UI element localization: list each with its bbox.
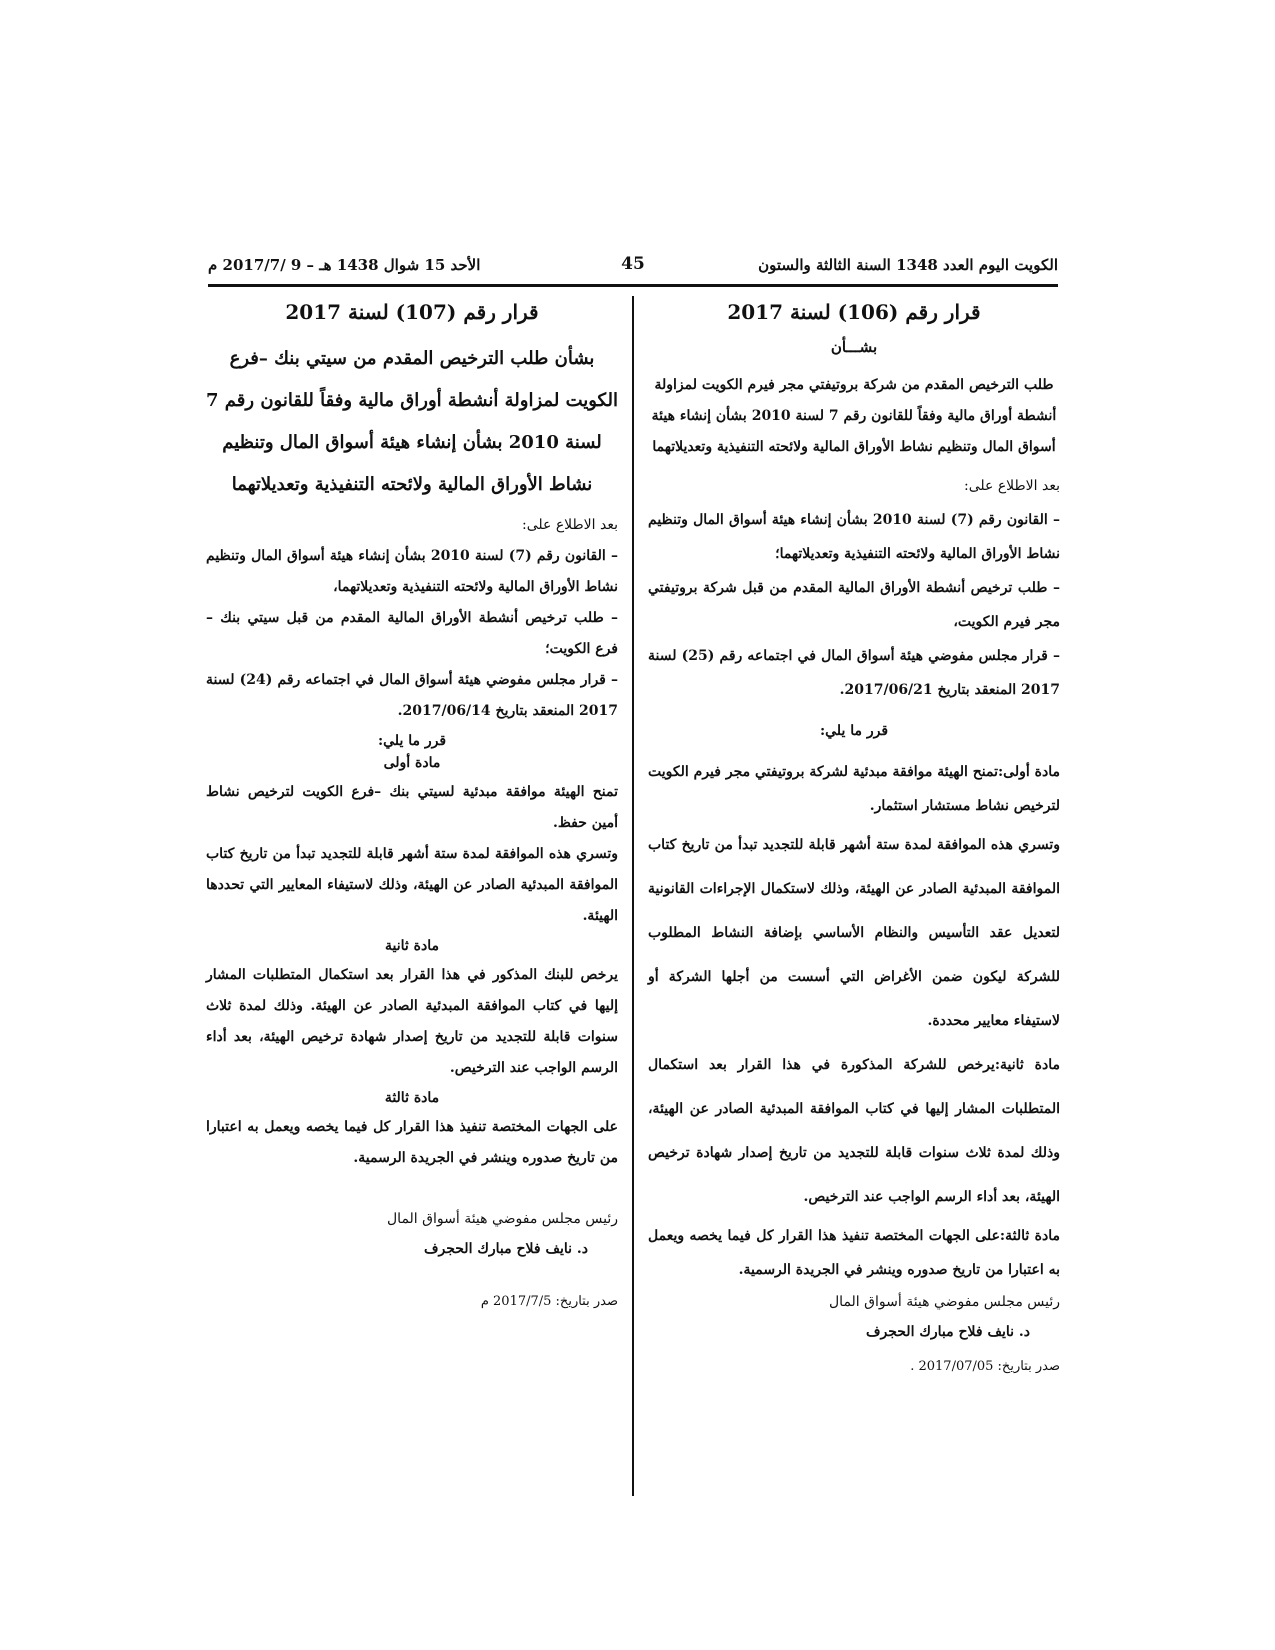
decision-106-reference-request: – طلب ترخيص أنشطة الأوراق المالية المقدم من قبل شركة بروتيفتي مجر فيرم الكويت، xyxy=(648,580,1060,630)
decision-107-subject: بشأن طلب الترخيص المقدم من سيتي بنك –فرع الكويت لمزاولة أنشطة أوراق مالية وفقاً للقانون رقم 7 لسنة 2010 بشأن إنشاء هيئة أسواق المال وتنظيم نشاط الأوراق المالية ولائحته التنفيذية وتعديلاتهما xyxy=(206,348,618,495)
decision-107-article-1: تمنح الهيئة موافقة مبدئية لسيتي بنك –فرع الكويت لترخيص نشاط أمين حفظ. xyxy=(206,784,618,831)
decision-106-column xyxy=(648,296,1060,1374)
decision-107-decided: قرر ما يلي: xyxy=(377,733,447,749)
decision-107-article-2-heading: مادة ثانية xyxy=(385,938,439,954)
decision-106-title: قرار رقم (106) لسنة 2017 xyxy=(727,300,981,324)
decision-106-signatory-title: رئيس مجلس مفوضي هيئة أسواق المال xyxy=(829,1294,1060,1310)
decision-106-regarding: بشـــأن xyxy=(830,338,878,356)
decision-107-reference-law: – القانون رقم (7) لسنة 2010 بشأن إنشاء هيئة أسواق المال وتنظيم نشاط الأوراق المالية ولائحته التنفيذية وتعديلاتهما، xyxy=(206,548,619,595)
decision-107-signatory-name: د. نايف فلاح مبارك الحجرف xyxy=(424,1241,588,1257)
decision-107-article-3-heading: مادة ثالثة xyxy=(384,1090,440,1106)
decision-107-reference-board: – قرار مجلس مفوضي هيئة أسواق المال في اجتماعه رقم (24) لسنة 2017 المنعقد بتاريخ 2017/06/14. xyxy=(206,672,619,719)
decision-107-article-1-validity: وتسري هذه الموافقة لمدة ستة أشهر قابلة للتجديد تبدأ من تاريخ كتاب الموافقة المبدئية الصادر عن الهيئة، وذلك لاستيفاء المعايير التي تحددها الهيئة. xyxy=(206,846,618,924)
decision-106-reference-board: – قرار مجلس مفوضي هيئة أسواق المال في اجتماعه رقم (25) لسنة 2017 المنعقد بتاريخ 2017/06/21. xyxy=(648,648,1061,698)
decision-107-article-1-heading: مادة أولى xyxy=(383,755,441,771)
decision-107-article-2: يرخص للبنك المذكور في هذا القرار بعد استكمال المتطلبات المشار إليها في كتاب الموافقة المبدئية الصادر عن الهيئة. وذلك لمدة ثلاث سنوات قابلة للتجديد من تاريخ إصدار شهادة ترخيص الهيئة، بعد أداء الرسم الواجب عند الترخيص. xyxy=(206,967,618,1076)
decision-106-review-heading: بعد الاطلاع على: xyxy=(964,478,1060,494)
decision-106-article-1: مادة أولى:تمنح الهيئة موافقة مبدئية لشركة بروتيفتي مجر فيرم الكويت لترخيص نشاط مستشار استثمار. xyxy=(648,764,1060,814)
decision-106-article-2: مادة ثانية:يرخص للشركة المذكورة في هذا القرار بعد استكمال المتطلبات المشار إليها في كتاب الموافقة المبدئية الصادر عن الهيئة، وذلك لمدة ثلاث سنوات قابلة للتجديد من تاريخ إصدار شهادة ترخيص الهيئة، بعد أداء الرسم الواجب عند الترخيص. xyxy=(648,1057,1060,1205)
decision-106-subject: طلب الترخيص المقدم من شركة بروتيفتي مجر فيرم الكويت لمزاولة أنشطة أوراق مالية وفقاً للقانون رقم 7 لسنة 2010 بشأن إنشاء هيئة أسواق المال وتنظيم نشاط الأوراق المالية ولائحته التنفيذية وتعديلاتهما xyxy=(651,377,1057,455)
gazette-issue-info: الكويت اليوم العدد 1348 السنة الثالثة والستون xyxy=(758,256,1058,274)
decision-106-reference-law: – القانون رقم (7) لسنة 2010 بشأن إنشاء هيئة أسواق المال وتنظيم نشاط الأوراق المالية ولائحته التنفيذية وتعديلاتهما؛ xyxy=(648,512,1061,562)
issue-date: الأحد 15 شوال 1438 هـ – 9 /2017/7 م xyxy=(208,256,481,274)
decision-106-signatory-name: د. نايف فلاح مبارك الحجرف xyxy=(866,1324,1030,1340)
decision-106-article-1-validity: وتسري هذه الموافقة لمدة ستة أشهر قابلة للتجديد تبدأ من تاريخ كتاب الموافقة المبدئية الصادر عن الهيئة، وذلك لاستكمال الإجراءات القانونية لتعديل عقد التأسيس والنظام الأساسي بإضافة النشاط المطلوب للشركة ليكون ضمن الأغراض التي أسست من أجلها الشركة أو لاستيفاء معايير محددة. xyxy=(648,837,1060,1029)
column-divider xyxy=(632,296,634,1496)
decision-107-title: قرار رقم (107) لسنة 2017 xyxy=(285,300,539,324)
decision-107-column xyxy=(206,296,618,1309)
decision-107-issue-date: صدر بتاريخ: 2017/7/5 م xyxy=(480,1294,618,1309)
decision-106-article-3: مادة ثالثة:على الجهات المختصة تنفيذ هذا القرار كل فيما يخصه ويعمل به اعتبارا من تاريخ صدوره وينشر في الجريدة الرسمية. xyxy=(648,1228,1060,1278)
decision-107-reference-request: – طلب ترخيص أنشطة الأوراق المالية المقدم من قبل سيتي بنك – فرع الكويت؛ xyxy=(206,610,618,657)
decision-106-decided: قرر ما يلي: xyxy=(819,723,889,739)
decision-107-signatory-title: رئيس مجلس مفوضي هيئة أسواق المال xyxy=(387,1211,618,1227)
page-header xyxy=(208,256,1058,287)
decision-107-review-heading: بعد الاطلاع على: xyxy=(522,517,618,533)
decision-107-article-3: على الجهات المختصة تنفيذ هذا القرار كل فيما يخصه ويعمل به اعتبارا من تاريخ صدوره وينشر في الجريدة الرسمية. xyxy=(206,1119,618,1166)
decision-106-issue-date: صدر بتاريخ: 2017/07/05 . xyxy=(910,1359,1060,1374)
page-number: 45 xyxy=(621,254,645,274)
